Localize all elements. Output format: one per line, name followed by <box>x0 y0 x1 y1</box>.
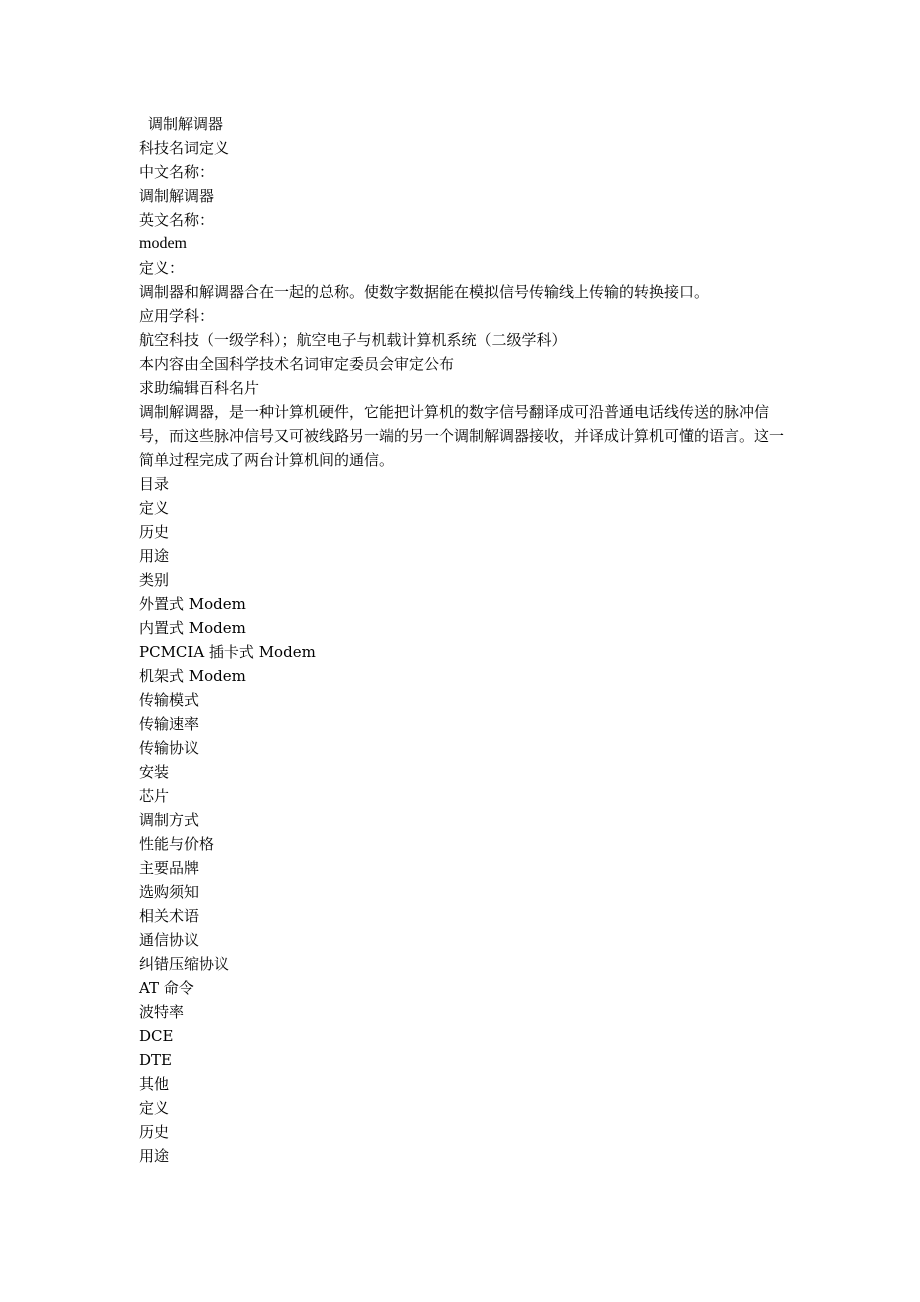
edit-link[interactable]: 求助编辑百科名片 <box>139 379 260 397</box>
term-definition-heading: 科技名词定义 <box>139 139 230 157</box>
table-of-contents <box>139 496 789 1096</box>
toc-item[interactable]: 安装 <box>139 763 170 781</box>
toc-item[interactable]: 相关术语 <box>139 907 200 925</box>
toc-item[interactable]: 用途 <box>139 547 170 565</box>
toc-item[interactable]: 芯片 <box>139 787 170 805</box>
toc-item[interactable]: 内置式 Modem <box>139 619 246 637</box>
toc-item[interactable]: 选购须知 <box>139 883 200 901</box>
toc-item[interactable]: 其他 <box>139 1075 170 1093</box>
toc-item[interactable]: 外置式 Modem <box>139 595 246 613</box>
subject-label: 应用学科： <box>139 307 215 325</box>
toc-item[interactable]: 调制方式 <box>139 811 200 829</box>
toc-item[interactable]: 定义 <box>139 499 170 517</box>
document-body <box>139 112 789 1168</box>
approval-note: 本内容由全国科学技术名词审定委员会审定公布 <box>139 355 455 373</box>
toc-item[interactable]: 类别 <box>139 571 170 589</box>
toc-item[interactable]: 波特率 <box>139 1003 185 1021</box>
chinese-name-value: 调制解调器 <box>139 187 215 205</box>
section-heading: 用途 <box>139 1147 170 1165</box>
toc-item[interactable]: AT 命令 <box>139 979 194 997</box>
toc-item[interactable]: 传输速率 <box>139 715 200 733</box>
toc-item[interactable]: 机架式 Modem <box>139 667 246 685</box>
toc-item[interactable]: 性能与价格 <box>139 835 215 853</box>
toc-item[interactable]: 纠错压缩协议 <box>139 955 230 973</box>
toc-item[interactable]: PCMCIA 插卡式 Modem <box>139 643 316 661</box>
subject-value: 航空科技（一级学科）；航空电子与机载计算机系统（二级学科） <box>139 331 567 349</box>
english-name-label: 英文名称： <box>139 211 215 229</box>
section-heading: 历史 <box>139 1123 170 1141</box>
toc-item[interactable]: 主要品牌 <box>139 859 200 877</box>
toc-item[interactable]: 传输协议 <box>139 739 200 757</box>
toc-item[interactable]: DTE <box>139 1051 172 1069</box>
toc-item[interactable]: 通信协议 <box>139 931 200 949</box>
definition-text: 调制器和解调器合在一起的总称。使数字数据能在模拟信号传输线上传输的转换接口。 <box>139 283 710 301</box>
english-name-value: modem <box>139 235 187 252</box>
section-headings <box>139 1096 789 1168</box>
toc-heading: 目录 <box>139 475 170 493</box>
definition-label: 定义： <box>139 259 185 277</box>
toc-item[interactable]: DCE <box>139 1027 174 1045</box>
section-heading: 定义 <box>139 1099 170 1117</box>
toc-item[interactable]: 历史 <box>139 523 170 541</box>
intro-paragraph: 调制解调器，是一种计算机硬件，它能把计算机的数字信号翻译成可沿普通电话线传送的脉冲信号，而这些脉冲信号又可被线路另一端的另一个调制解调器接收，并译成计算机可懂的语言。这一简单过程完成了两台计算机间的通信。 <box>139 403 785 469</box>
document-title: 调制解调器 <box>148 115 224 133</box>
chinese-name-label: 中文名称： <box>139 163 215 181</box>
toc-item[interactable]: 传输模式 <box>139 691 200 709</box>
